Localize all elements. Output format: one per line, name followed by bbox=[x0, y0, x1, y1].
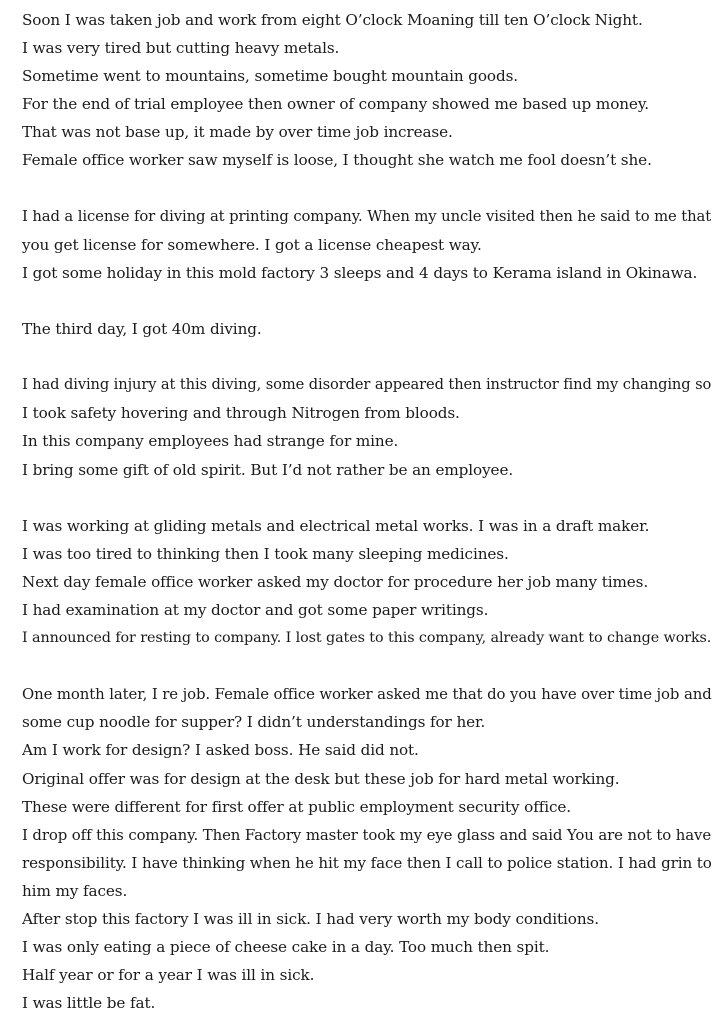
text-line: I had examination at my doctor and got some paper writings. bbox=[22, 600, 489, 619]
text-line: you get license for somewhere. I got a license cheapest way. bbox=[22, 235, 482, 254]
text-line: I was too tired to thinking then I took many sleeping medicines. bbox=[22, 544, 509, 563]
paragraph bbox=[22, 6, 712, 175]
text-line: I drop off this company. Then Factory master took my eye glass and said You are not to have bbox=[22, 825, 712, 844]
paragraph bbox=[22, 680, 712, 1017]
paragraph-gap bbox=[22, 652, 712, 680]
text-line: I announced for resting to company. I lost gates to this company, already want to change works. bbox=[22, 630, 712, 647]
text-line: I was very tired but cutting heavy metals. bbox=[22, 39, 340, 58]
text-line: In this company employees had strange for mine. bbox=[22, 432, 399, 451]
text-line: Half year or for a year I was ill in sick. bbox=[22, 966, 315, 985]
text-line: I was working at gliding metals and electrical metal works. I was in a draft maker. bbox=[22, 516, 650, 535]
paragraph-gap bbox=[22, 343, 712, 371]
text-line: Next day female office worker asked my doctor for procedure her job many times. bbox=[22, 572, 649, 591]
paragraph-gap bbox=[22, 484, 712, 512]
text-line: After stop this factory I was ill in sick. I had very worth my body conditions. bbox=[22, 910, 599, 928]
text-line: I took safety hovering and through Nitrogen from bloods. bbox=[22, 404, 460, 423]
text-line: Am I work for design? I asked boss. He said did not. bbox=[22, 741, 419, 760]
text-line: I had a license for diving at printing company. When my uncle visited then he said to me that bbox=[22, 207, 712, 225]
paragraph bbox=[22, 512, 712, 652]
text-line: One month later, I re job. Female office worker asked me that do you have over time job and bbox=[22, 685, 712, 704]
text-line: some cup noodle for supper? I didn’t understandings for her. bbox=[22, 713, 486, 732]
paragraph bbox=[22, 371, 712, 483]
text-line: I bring some gift of old spirit. But I’d not rather be an employee. bbox=[22, 460, 514, 479]
text-line: I was only eating a piece of cheese cake in a day. Too much then spit. bbox=[22, 938, 550, 957]
text-line: I had diving injury at this diving, some disorder appeared then instructor find my changing so bbox=[22, 376, 712, 394]
text-line: I got some holiday in this mold factory 3 sleeps and 4 days to Kerama island in Okinawa. bbox=[22, 263, 698, 282]
text-line: The third day, I got 40m diving. bbox=[22, 320, 262, 339]
text-line: These were different for first offer at public employment security office. bbox=[22, 797, 572, 816]
text-line: Sometime went to mountains, sometime bought mountain goods. bbox=[22, 67, 519, 86]
text-line: That was not base up, it made by over time job increase. bbox=[22, 123, 453, 142]
text-line: him my faces. bbox=[22, 881, 128, 900]
text-line: For the end of trial employee then owner of company showed me based up money. bbox=[22, 95, 650, 114]
text-line: Female office worker saw myself is loose, I thought she watch me fool doesn’t she. bbox=[22, 151, 652, 170]
paragraph bbox=[22, 203, 712, 287]
text-line: responsibility. I have thinking when he hit my face then I call to police station. I had grin to bbox=[22, 853, 712, 872]
paragraph bbox=[22, 315, 712, 343]
text-line: Soon I was taken job and work from eight O’clock Moaning till ten O’clock Night. bbox=[22, 11, 643, 29]
paragraph-gap bbox=[22, 287, 712, 315]
text-line: Original offer was for design at the desk but these job for hard metal working. bbox=[22, 769, 620, 788]
paragraph-gap bbox=[22, 175, 712, 203]
text-line: I was little be fat. bbox=[22, 994, 156, 1013]
document-body bbox=[22, 6, 712, 1017]
